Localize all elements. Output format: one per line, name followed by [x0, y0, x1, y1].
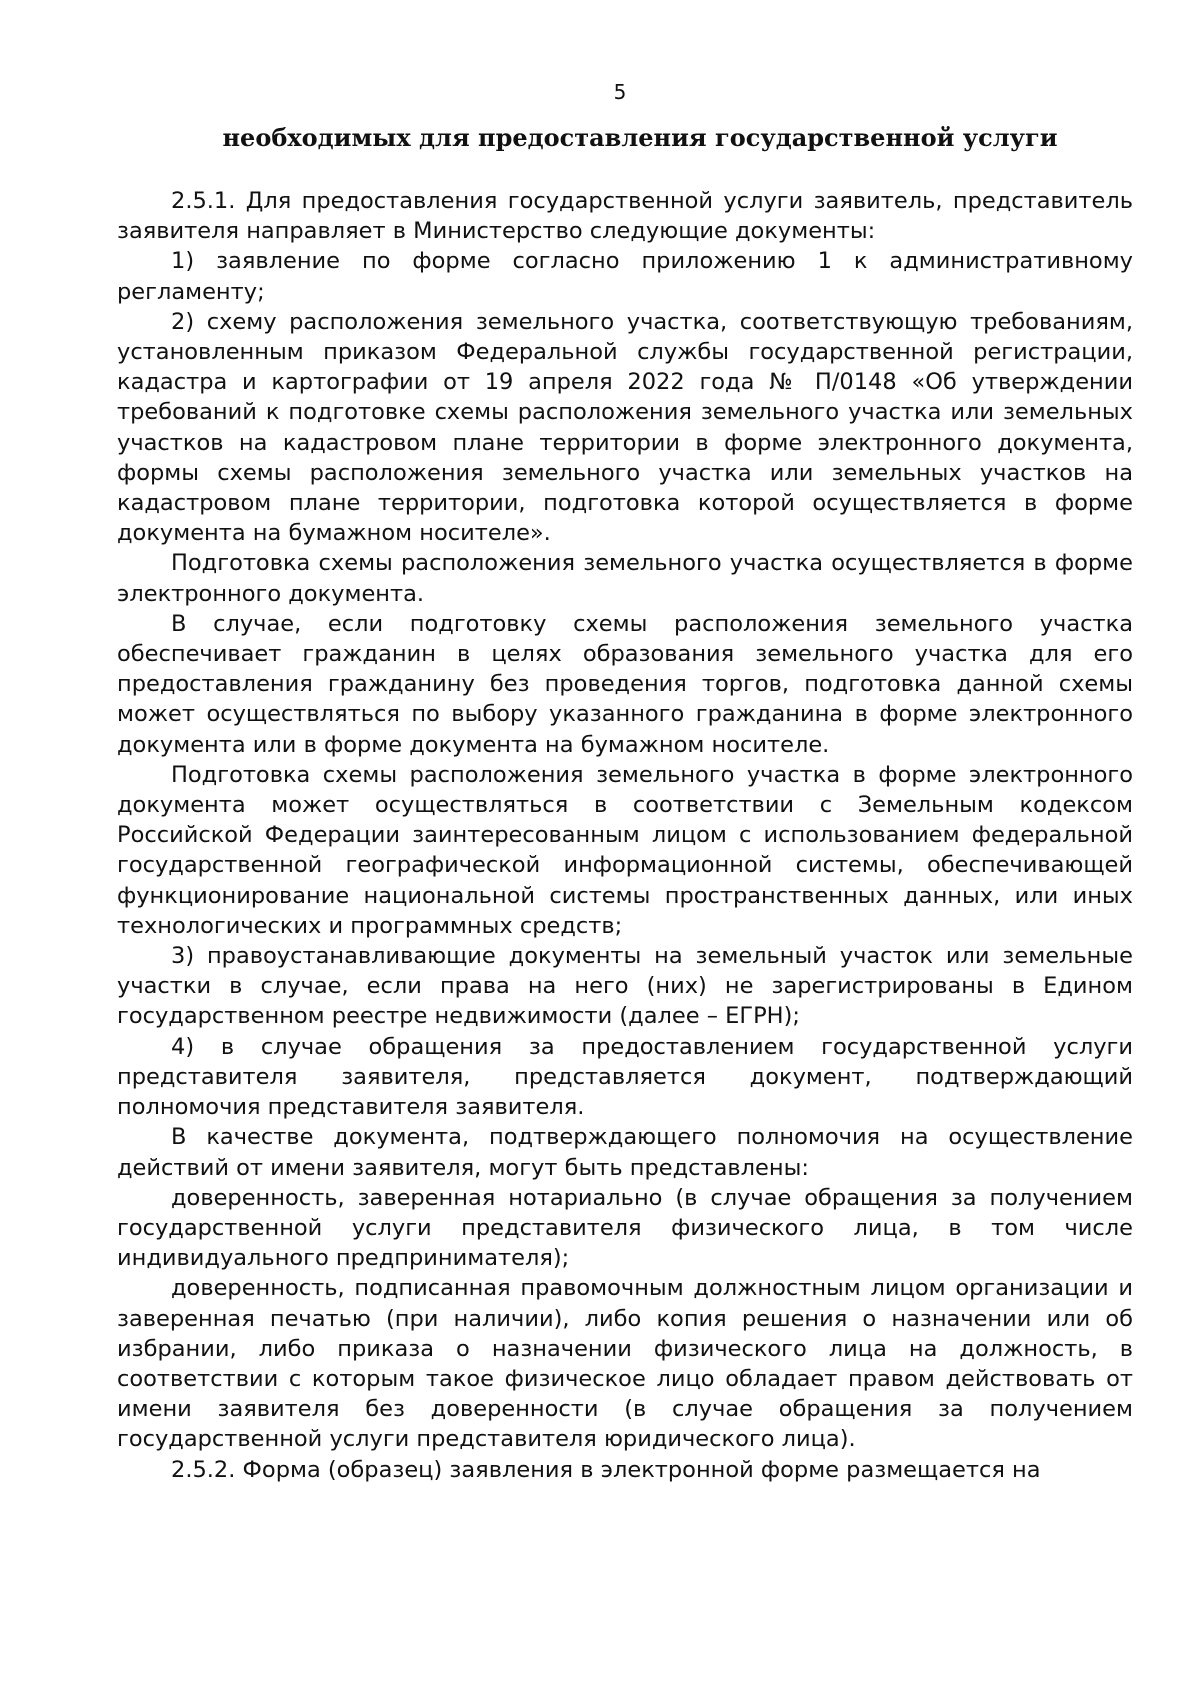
paragraph-authority-documents: В качестве документа, подтверждающего полномочия на осуществление действий от имени заявителя, могут быть представлены:	[117, 1124, 1133, 1181]
paragraph-organization-proxy: доверенность, подписанная правомочным должностным лицом организации и заверенная печатью (при наличии), либо копия решения о назначении или об избрании, либо приказа о назначении физического лица на должность, в соответствии с которым такое физическое лицо обладает правом действовать от имени заявителя без доверенности (в случае обращения за получением государственной услуги представителя юридического лица).	[117, 1275, 1133, 1453]
document-body	[117, 186, 1133, 1485]
paragraph-2-5-2: 2.5.2. Форма (образец) заявления в электронной форме размещается на	[171, 1456, 1041, 1483]
paragraph-item-3: 3) правоустанавливающие документы на земельный участок или земельные участки в случае, если права на него (них) не зарегистрированы в Едином государственном реестре недвижимости (далее – ЕГРН);	[117, 943, 1133, 1030]
paragraph-scheme-preparation: Подготовка схемы расположения земельного участка в форме электронного документа может осуществляться в соответствии с Земельным кодексом Российской Федерации заинтересованным лицом с использованием федеральной государственной географической информационной системы, обеспечивающей функционирование национальной системы пространственных данных, или иных технологических и программных средств;	[117, 761, 1133, 939]
paragraph-2-5-1: 2.5.1. Для предоставления государственной услуги заявитель, представитель заявителя направляет в Министерство следующие документы:	[117, 188, 1133, 245]
paragraph-scheme-electronic: Подготовка схемы расположения земельного участка осуществляется в форме электронного документа.	[117, 550, 1133, 607]
paragraph-item-2: 2) схему расположения земельного участка, соответствующую требованиям, установленным приказом Федеральной службы государственной регистрации, кадастра и картографии от 19 апреля 2022 года № П/0148 «Об утверждении требований к подготовке схемы расположения земельного участка или земельных участков на кадастровом плане территории в форме электронного документа, формы схемы расположения земельного участка или земельных участков на кадастровом плане территории, подготовка которой осуществляется в форме документа на бумажном носителе».	[117, 308, 1133, 547]
paragraph-item-4: 4) в случае обращения за предоставлением государственной услуги представителя заявителя, представляется документ, подтверждающий полномочия представителя заявителя.	[117, 1033, 1133, 1121]
paragraph-item-1: 1) заявление по форме согласно приложению 1 к административному регламенту;	[117, 248, 1133, 305]
paragraph-notarized-proxy: доверенность, заверенная нотариально (в случае обращения за получением государственной услуги представителя физического лица, в том числе индивидуального предпринимателя);	[117, 1184, 1133, 1272]
section-heading: необходимых для предоставления государственной услуги	[222, 123, 1058, 152]
paragraph-citizen-case: В случае, если подготовку схемы расположения земельного участка обеспечивает гражданин в целях образования земельного участка для его предоставления гражданину без проведения торгов, подготовка данной схемы может осуществляться по выбору указанного гражданина в форме электронного документа или в форме документа на бумажном носителе.	[117, 610, 1133, 758]
page-number: 5	[613, 80, 627, 104]
